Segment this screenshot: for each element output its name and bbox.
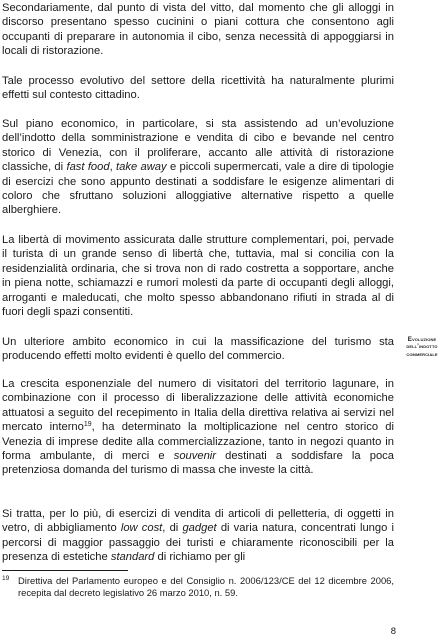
text-run: Tale processo evolutivo del settore della ricettività ha naturalmente plurimi effetti sul contesto cittadino. xyxy=(2,75,394,102)
text-run: , xyxy=(109,161,117,174)
footnote xyxy=(2,575,394,599)
paragraph-5 xyxy=(2,335,394,364)
text-run: e piccoli supermercati, vale a dire di tipologie di esercizi che sono appunto destinati a soddisfare le esigenze alimentari di coloro che sfruttano soluzioni alloggiative alternative rispetto a quelle alberghiere. xyxy=(2,161,395,217)
text-run: Si tratta, per lo più, di esercizi di vendita di articoli di pelletteria, di oggetti in vetro, di abbigliamento xyxy=(2,508,394,535)
text-run: destinati a soddisfare la poca pretenziosa domanda del turismo di massa che investe la città. xyxy=(2,450,394,477)
paragraph-1 xyxy=(2,1,394,59)
paragraph-2 xyxy=(2,74,394,103)
italic-term: take away xyxy=(116,161,167,174)
italic-term: standard xyxy=(110,551,155,564)
footnote-text: Direttiva del Parlamento europeo e del Consiglio n. 2006/123/CE del 12 dicembre 2006, recepita dal decreto legislativo 26 marzo 2010, n. 59. xyxy=(18,575,394,598)
text-run: La libertà di movimento assicurata dalle strutture complementari, poi, pervade il turista di un grande senso di libertà che, tuttavia, mal si concilia con la residenzialità ordinaria, che si trova non di rado costretta a sopportare, anche in piena notte, schiamazzi e rumori molesti da parte di occupanti degli alloggi, arroganti e maleducati, che molto spesso abbandonano rifiuti in strada al di fuori degli spazi consentiti. xyxy=(2,234,394,319)
text-run: , di xyxy=(162,522,183,535)
italic-term: souvenir xyxy=(173,450,217,463)
footnote-number: 19 xyxy=(2,575,10,582)
text-run: di varia natura, concentrati lungo i percorsi di maggior passaggio dei turisti e chiaramente riconoscibili per la presenza di estetiche xyxy=(2,522,394,564)
margin-note-line-2: dell’indotto xyxy=(406,343,438,351)
paragraph-4 xyxy=(2,233,394,319)
italic-term: low cost xyxy=(120,522,163,535)
paragraph-6 xyxy=(2,377,394,478)
margin-note-line-3: commerciale xyxy=(406,350,438,358)
margin-note-line-1: Evoluzione xyxy=(407,336,437,343)
text-run: Sul piano economico, in particolare, si sta assistendo ad un’evoluzione dell’indotto della somministrazione e vendita di cibo e bevande nel centro storico di Venezia, con il proliferare, accanto alle attività di ristorazione classiche, di xyxy=(2,118,394,174)
footnote-separator xyxy=(2,570,128,571)
paragraph-7 xyxy=(2,507,394,565)
text-run: di richiamo per gli xyxy=(154,551,246,564)
italic-term: gadget xyxy=(182,522,217,535)
page-number: 8 xyxy=(390,626,396,637)
text-run: , ha determinato la moltiplicazione nel centro storico di Venezia di imprese dedite alla commercializzazione, tanto in negozi quanto in forma ambulante, di merci e xyxy=(2,421,395,463)
footnote-reference: 19 xyxy=(83,421,92,429)
paragraph-3 xyxy=(2,117,394,218)
text-run: Un ulteriore ambito economico in cui la massificazione del turismo sta producendo effetti molto evidenti è quello del commercio. xyxy=(2,336,394,363)
italic-term: fast food xyxy=(66,161,110,174)
margin-note xyxy=(400,336,444,358)
text-run: Secondariamente, dal punto di vista del vitto, dal momento che gli alloggi in discorso presentano spesso cucinini o piani cottura che consentono agli occupanti di preparare in autonomia il cibo, senza necessità di appoggiarsi in locali di ristorazione. xyxy=(2,2,394,58)
text-run: La crescita esponenziale del numero di visitatori del territorio lagunare, in combinazione con il processo di liberalizzazione delle attività economiche attuatosi a seguito del recepimento in Italia della direttiva relativa ai servizi nel mercato interno xyxy=(2,378,394,434)
